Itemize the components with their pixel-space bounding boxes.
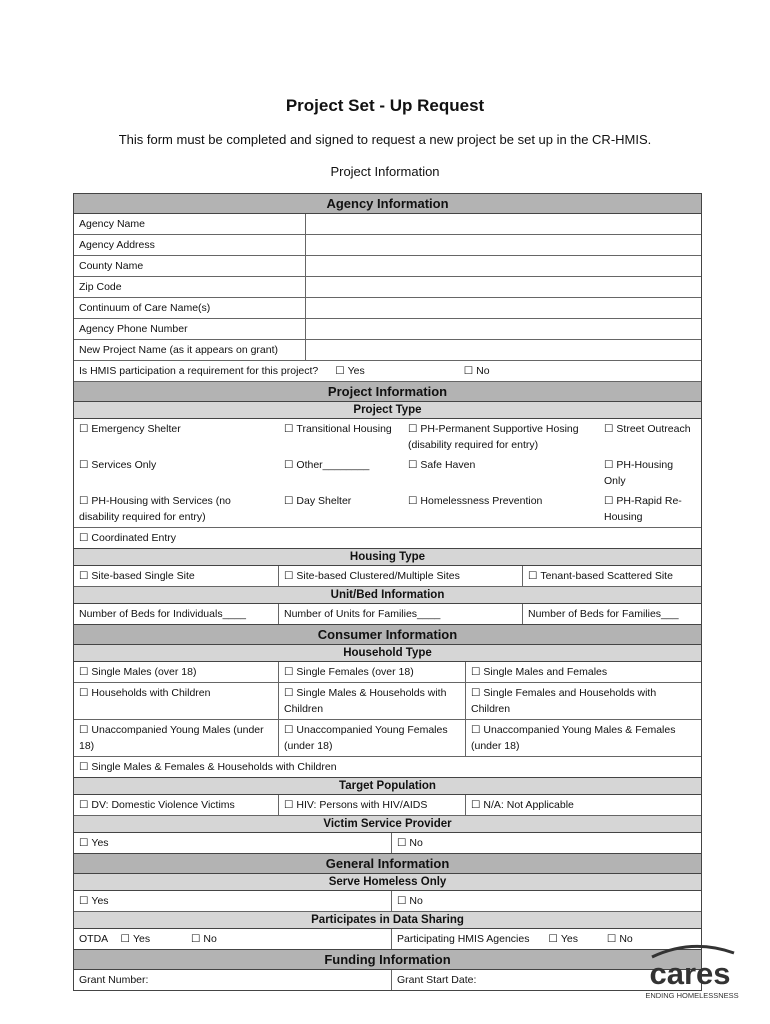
participating-yes-checkbox[interactable]: ☐ Yes bbox=[548, 933, 578, 945]
type-services-only[interactable]: ☐ Services Only bbox=[74, 455, 279, 491]
hh-single-females-households[interactable]: ☐ Single Females and Households with Children bbox=[466, 683, 701, 719]
serve-homeless-header: Serve Homeless Only bbox=[74, 874, 701, 891]
housing-scattered[interactable]: ☐ Tenant-based Scattered Site bbox=[523, 566, 701, 586]
housing-single-site[interactable]: ☐ Site-based Single Site bbox=[74, 566, 279, 586]
field-county-name: County Name bbox=[74, 256, 701, 277]
type-emergency-shelter[interactable]: ☐ Emergency Shelter bbox=[74, 419, 279, 455]
agency-header: Agency Information bbox=[74, 194, 701, 214]
data-sharing-header: Participates in Data Sharing bbox=[74, 912, 701, 929]
project-name-input[interactable] bbox=[306, 340, 701, 360]
hh-single-males-females[interactable]: ☐ Single Males and Females bbox=[466, 662, 701, 682]
grant-start-field[interactable]: Grant Start Date: bbox=[397, 974, 477, 986]
hmis-no-checkbox[interactable]: ☐ No bbox=[464, 365, 490, 377]
units-families[interactable]: Number of Units for Families____ bbox=[279, 604, 523, 624]
otda-no-checkbox[interactable]: ☐ No bbox=[191, 933, 217, 945]
hh-households-children[interactable]: ☐ Households with Children bbox=[74, 683, 279, 719]
consumer-header: Consumer Information bbox=[74, 625, 701, 645]
zip-code-input[interactable] bbox=[306, 277, 701, 297]
victim-yes-checkbox[interactable]: ☐ Yes bbox=[74, 833, 392, 853]
grant-number-field[interactable]: Grant Number: bbox=[74, 970, 392, 990]
hh-single-males-households[interactable]: ☐ Single Males & Households with Children bbox=[279, 683, 466, 719]
field-agency-name: Agency Name bbox=[74, 214, 701, 235]
hmis-question: Is HMIS participation a requirement for this project? bbox=[79, 365, 319, 377]
target-na[interactable]: ☐ N/A: Not Applicable bbox=[466, 795, 701, 815]
household-type-header: Household Type bbox=[74, 645, 701, 662]
logo-tagline: ENDING HOMELESSNESS bbox=[645, 991, 739, 1000]
hmis-question-row bbox=[74, 361, 701, 382]
housing-type-header: Housing Type bbox=[74, 549, 701, 566]
page-title: Project Set - Up Request bbox=[285, 96, 485, 115]
agency-name-input[interactable] bbox=[306, 214, 701, 234]
type-transitional-housing[interactable]: ☐ Transitional Housing bbox=[279, 419, 403, 455]
housing-clustered[interactable]: ☐ Site-based Clustered/Multiple Sites bbox=[279, 566, 523, 586]
type-other[interactable]: ☐ Other________ bbox=[279, 455, 403, 491]
type-ph-housing-services[interactable]: ☐ PH-Housing with Services (no disability required for entry) bbox=[74, 491, 279, 527]
participating-no-checkbox[interactable]: ☐ No bbox=[607, 933, 633, 945]
type-day-shelter[interactable]: ☐ Day Shelter bbox=[279, 491, 403, 527]
victim-no-checkbox[interactable]: ☐ No bbox=[392, 833, 701, 853]
beds-individuals[interactable]: Number of Beds for Individuals____ bbox=[74, 604, 279, 624]
type-coordinated-entry[interactable]: ☐ Coordinated Entry bbox=[74, 528, 701, 548]
logo-wordmark: cares bbox=[649, 956, 731, 991]
field-project-name: New Project Name (as it appears on grant) bbox=[74, 340, 701, 361]
intro-text: This form must be completed and signed to request a new project be set up in the CR-HMIS. bbox=[118, 132, 652, 147]
participating-label: Participating HMIS Agencies bbox=[397, 933, 530, 945]
type-ph-permanent-supportive[interactable]: ☐ PH-Permanent Supportive Hosing (disability required for entry) bbox=[403, 419, 599, 455]
target-hiv[interactable]: ☐ HIV: Persons with HIV/AIDS bbox=[279, 795, 466, 815]
county-name-input[interactable] bbox=[306, 256, 701, 276]
hh-unaccompanied-females[interactable]: ☐ Unaccompanied Young Females (under 18) bbox=[279, 720, 466, 756]
hmis-yes-checkbox[interactable]: ☐ Yes bbox=[335, 365, 365, 377]
type-ph-rapid-rehousing[interactable]: ☐ PH-Rapid Re-Housing bbox=[599, 491, 701, 527]
target-population-header: Target Population bbox=[74, 778, 701, 795]
hh-single-all-households[interactable]: ☐ Single Males & Females & Households with Children bbox=[74, 757, 701, 777]
subtitle: Project Information bbox=[330, 164, 440, 179]
general-header: General Information bbox=[74, 854, 701, 874]
hh-unaccompanied-males-females[interactable]: ☐ Unaccompanied Young Males & Females (under 18) bbox=[466, 720, 701, 756]
unit-bed-header: Unit/Bed Information bbox=[74, 587, 701, 604]
funding-header: Funding Information bbox=[74, 950, 701, 970]
field-zip-code: Zip Code bbox=[74, 277, 701, 298]
hh-single-males[interactable]: ☐ Single Males (over 18) bbox=[74, 662, 279, 682]
homeless-no-checkbox[interactable]: ☐ No bbox=[392, 891, 701, 911]
target-dv[interactable]: ☐ DV: Domestic Violence Victims bbox=[74, 795, 279, 815]
type-ph-housing-only[interactable]: ☐ PH-Housing Only bbox=[599, 455, 701, 491]
agency-phone-input[interactable] bbox=[306, 319, 701, 339]
beds-families[interactable]: Number of Beds for Families___ bbox=[528, 608, 679, 620]
type-street-outreach[interactable]: ☐ Street Outreach bbox=[599, 419, 701, 455]
field-agency-address: Agency Address bbox=[74, 235, 701, 256]
request-form bbox=[73, 193, 702, 991]
cares-logo bbox=[640, 940, 740, 1002]
agency-address-input[interactable] bbox=[306, 235, 701, 255]
coc-name-input[interactable] bbox=[306, 298, 701, 318]
victim-service-header: Victim Service Provider bbox=[74, 816, 701, 833]
hh-unaccompanied-males[interactable]: ☐ Unaccompanied Young Males (under 18) bbox=[74, 720, 279, 756]
hh-single-females[interactable]: ☐ Single Females (over 18) bbox=[279, 662, 466, 682]
otda-yes-checkbox[interactable]: ☐ Yes bbox=[121, 933, 151, 945]
project-header: Project Information bbox=[74, 382, 701, 402]
type-safe-haven[interactable]: ☐ Safe Haven bbox=[403, 455, 599, 491]
type-homelessness-prevention[interactable]: ☐ Homelessness Prevention bbox=[403, 491, 599, 527]
homeless-yes-checkbox[interactable]: ☐ Yes bbox=[74, 891, 392, 911]
field-agency-phone: Agency Phone Number bbox=[74, 319, 701, 340]
field-coc-name: Continuum of Care Name(s) bbox=[74, 298, 701, 319]
otda-label: OTDA bbox=[79, 933, 108, 945]
project-type-header: Project Type bbox=[74, 402, 701, 419]
